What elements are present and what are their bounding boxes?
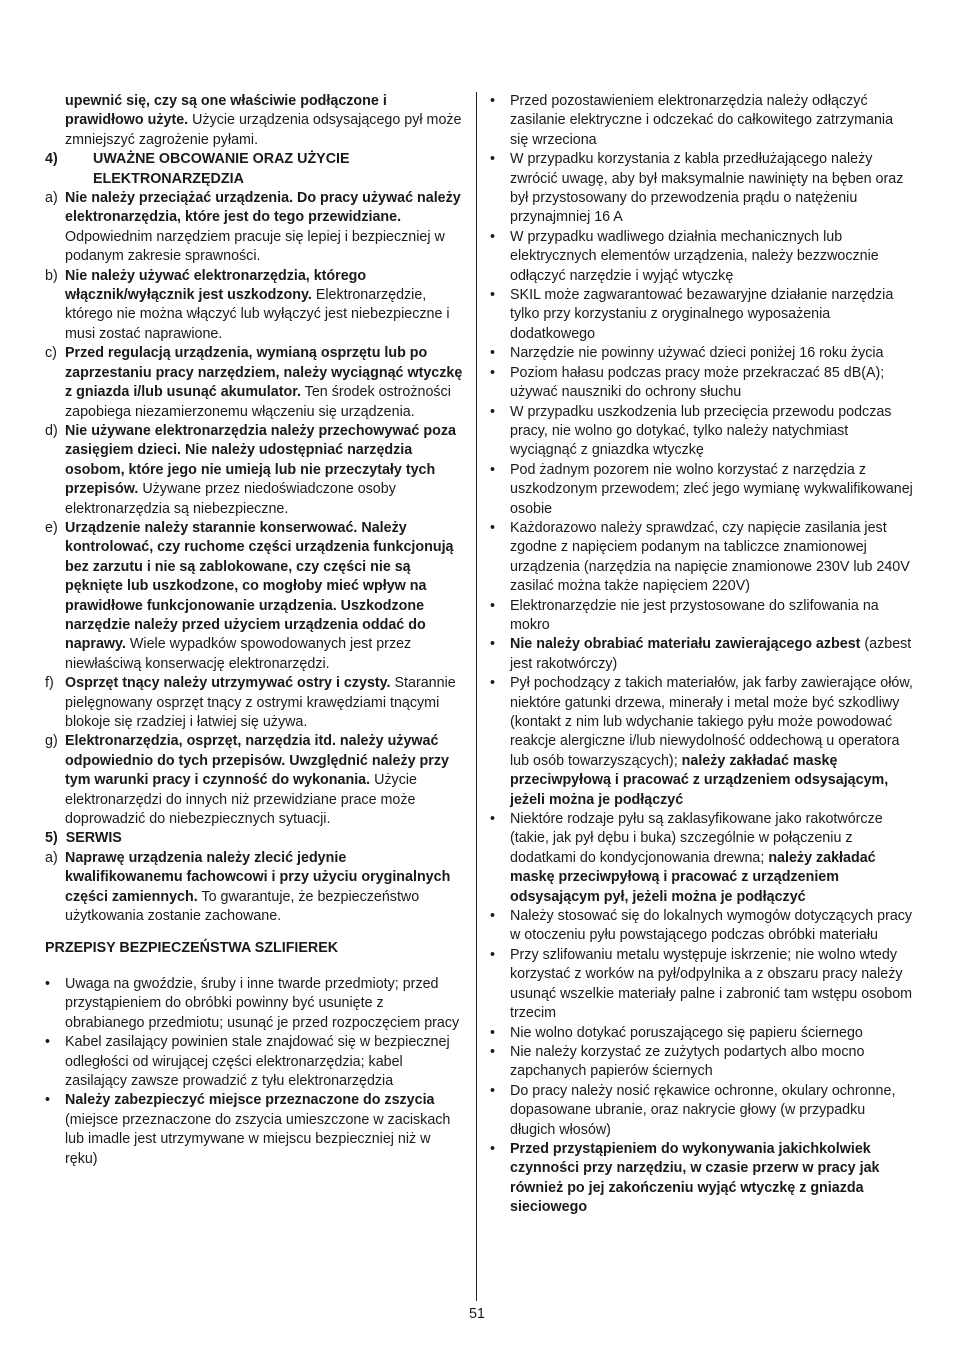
bullet-text: Przy szlifowaniu metalu występuje iskrzenie; nie wolno wtedy korzystać z worków na pył/odpylnika a z obszaru pracy należy usunąć wszelkie materiały palne i zabronić tam wstępu osobom trzecim xyxy=(510,946,913,1022)
bullet-bold-text: Przed przystąpieniem do wykonywania jakichkolwiek czynności przy narzędziu, w czasie przerw w pracy jak również po jej zakończeniu wyjąć wtyczkę z gniazda sieciowego xyxy=(510,1140,880,1216)
bullet-item xyxy=(45,1033,463,1091)
bullet-bold-text: należy zakładać maskę przeciwpyłową i pracować z urządzeniem odsysającym pył, jeżeli można je podłączyć xyxy=(510,849,876,905)
item-label: b) xyxy=(45,267,58,284)
bullet-icon: • xyxy=(490,151,496,168)
item-text: Użycie elektronarzędzi do innych niż przewidziane prace może doprowadzić do niebezpiecznych sytuacji. xyxy=(65,772,417,828)
right-bullet-list xyxy=(490,92,913,1218)
item-label: d) xyxy=(45,422,58,439)
item-bold-text: Naprawę urządzenia należy zlecić jedynie kwalifikowanemu fachowcowi i przy użyciu oryginalnych części zamiennych. xyxy=(65,849,451,905)
item-bold-text: Przed regulacją urządzenia, wymianą osprzętu lub po zaprzestaniu pracy narzędziem, należy wyciągnąć wtyczkę z gniazda i/lub usunąć akumulator. xyxy=(65,345,463,401)
section-4-title: UWAŻNE OBCOWANIE ORAZ UŻYCIE ELEKTRONARZĘDZIA xyxy=(93,151,350,187)
bullet-icon: • xyxy=(45,975,51,992)
bullet-item xyxy=(490,1082,913,1140)
bullet-text: Narzędzie nie powinny używać dzieci poniżej 16 roku życia xyxy=(510,345,884,362)
bullet-text: Kabel zasilający powinien stale znajdować się w bezpiecznej odległości od wirującej części elektronarzędzia; kabel zasilający zawsze prowadzić z tyłu elektronarzędzia xyxy=(65,1034,450,1089)
bullet-item xyxy=(490,364,913,403)
bullet-icon: • xyxy=(490,1024,496,1041)
bullet-text: W przypadku uszkodzenia lub przecięcia przewodu podczas pracy, nie wolno go dotykać, tylko należy natychmiast wyciągnąć z gniazdka wtyczkę xyxy=(510,403,892,459)
item-text: Używane przez niedoświadczone osoby elektronarzędzia są niebezpieczne. xyxy=(65,481,396,517)
item-text: Wiele wypadków spowodowanych jest przez niewłaściwą konserwację elektronarzędzi. xyxy=(65,636,412,672)
lettered-item xyxy=(45,519,463,674)
bullet-text: SKIL może zagwarantować bezawaryjne działanie narzędzia tylko przy korzystaniu z oryginalnego wyposażenia dodatkowego xyxy=(510,287,894,342)
left-column xyxy=(45,92,463,1169)
bullet-text: Nie wolno dotykać poruszającego się papieru ściernego xyxy=(510,1024,863,1041)
bullet-item xyxy=(490,810,913,907)
intro-paragraph xyxy=(45,92,463,150)
bullet-icon: • xyxy=(490,519,496,536)
page-number: 51 xyxy=(469,1306,485,1322)
bullet-icon: • xyxy=(490,946,496,963)
lettered-item xyxy=(45,189,463,267)
bullet-item xyxy=(490,461,913,519)
bullet-text: Należy stosować się do lokalnych wymogów dotyczących pracy w otoczeniu pyłu powstającego podczas obróbki materiału xyxy=(510,908,913,944)
section-5-title: SERWIS xyxy=(65,830,122,847)
bullet-icon: • xyxy=(490,908,496,925)
bullet-text: Do pracy należy nosić rękawice ochronne, okulary ochronne, dopasowane ubranie, oraz nakrycie głowy (w przypadku długich włosów) xyxy=(510,1082,896,1138)
bullet-text: Poziom hałasu podczas pracy może przekraczać 85 dB(A); używać nauszniki do ochrony słuchu xyxy=(510,364,885,401)
bullet-item xyxy=(490,403,913,461)
grinder-safety-list xyxy=(45,975,463,1169)
bullet-icon: • xyxy=(490,1043,496,1060)
item-text: Starannie pielęgnowany osprzęt tnący z ostrymi krawędziami tnącymi blokoje się rzadziej i łatwiej się używa. xyxy=(65,675,456,731)
section-5-list xyxy=(45,849,463,927)
bullet-item xyxy=(490,597,913,636)
lettered-item xyxy=(45,732,463,829)
bullet-icon: • xyxy=(490,364,496,381)
bullet-text: Niektóre rodzaje pyłu są zaklasyfikowane jako rakotwórcze (takie, jak pył dębu i buka) szczególnie w połączeniu z dodatkami do kondycjonowania drewna; xyxy=(510,811,883,866)
item-bold-text: Nie należy przeciążać urządzenia. Do pracy używać należy elektronarzędzia, które jest do tego przewidziane. xyxy=(65,190,461,226)
bullet-bold-text: Należy zabezpieczyć miejsce przeznaczone do zszycia xyxy=(65,1092,435,1109)
bullet-text: Pył pochodzący z takich materiałów, jak farby zawierające ołów, niektóre gatunki drzewa, minerały i metal może być szkodliwy (kontakt z nim lub wdychanie takiego pyłu może powodować reakcje alergiczne i/lub niewydolność oddechową u operatora lub osób towarzyszących); xyxy=(510,675,913,769)
right-column xyxy=(490,92,913,1218)
section-4-heading xyxy=(45,150,463,189)
bullet-icon: • xyxy=(490,345,496,362)
bullet-text: Uwaga na gwoździe, śruby i inne twarde przedmioty; przed przystąpieniem do obróbki powinny być usunięte z obrabianego przedmiotu; usunąć je przed rozpoczęciem pracy xyxy=(65,975,460,1031)
bullet-text: Przed pozostawieniem elektronarzędzia należy odłączyć zasilanie elektryczne i odczekać do całkowitego zatrzymania się wrzeciona xyxy=(510,93,894,148)
intro-text: Użycie urządzenia odsysającego pył może zmniejszyć zagrożenie pyłami. xyxy=(65,112,462,148)
item-text: Elektronarzędzie, którego nie można włączyć lub wyłączyć jest niebezpieczne i musi zostać naprawione. xyxy=(65,287,450,342)
bullet-icon: • xyxy=(490,811,496,828)
bullet-icon: • xyxy=(490,403,496,420)
section-5-number: 5) xyxy=(45,830,58,847)
bullet-icon: • xyxy=(490,93,496,109)
section-5-heading xyxy=(45,829,463,848)
bullet-icon: • xyxy=(45,1034,51,1051)
item-bold-text: Nie należy używać elektronarzędzia, którego włącznik/wyłącznik jest uszkodzony. xyxy=(65,267,367,304)
bullet-text: (azbest jest rakotwórczy) xyxy=(510,636,912,672)
lettered-item xyxy=(45,849,463,927)
item-text: Ten środek ostrożności zapobiega niezamierzonemu włączeniu się urządzenia. xyxy=(65,384,451,420)
item-label: c) xyxy=(45,345,57,362)
grinder-safety-heading: PRZEPISY BEZPIECZEŃSTWA SZLIFIEREK xyxy=(45,940,339,957)
bullet-item xyxy=(490,635,913,674)
bullet-item xyxy=(490,907,913,946)
bullet-bold-text: należy zakładać maskę przeciwpyłową i pracować z urządzeniem odsysającym, jeżeli można je podłączyć xyxy=(510,752,889,808)
bullet-item xyxy=(490,286,913,344)
bullet-item xyxy=(490,344,913,363)
intro-bold: upewnić się, czy są one właściwie podłączone i prawidłowo użyte. xyxy=(65,93,387,129)
item-label: e) xyxy=(45,519,58,536)
bullet-bold-text: Nie należy obrabiać materiału zawierającego azbest xyxy=(510,636,861,653)
bullet-item xyxy=(45,975,463,1033)
bullet-text: W przypadku wadliwego działnia mechanicznych lub elektrycznych elementów urządzenia, należy bezzwocznie odłączyć narzędzie i wyjąć wtyczkę xyxy=(510,228,879,284)
section-4-number: 4) xyxy=(45,151,58,168)
bullet-icon: • xyxy=(45,1092,51,1109)
bullet-text: Nie należy korzystać ze zużytych podartych albo mocno zapchanych papierów ściernych xyxy=(510,1043,865,1080)
item-label: g) xyxy=(45,733,58,750)
bullet-icon: • xyxy=(490,287,496,304)
bullet-item xyxy=(490,519,913,597)
lettered-item xyxy=(45,674,463,732)
bullet-icon: • xyxy=(490,636,496,653)
bullet-item xyxy=(490,674,913,810)
bullet-text: Każdorazowo należy sprawdzać, czy napięcie zasilania jest zgodne z napięciem podanym na tabliczce znamionowej urządzenia (narzędzia na napięcie znamionowe 230V lub 240V zasilać można także napięciem 220V) xyxy=(510,519,910,595)
item-label: a) xyxy=(45,849,58,866)
bullet-icon: • xyxy=(490,675,496,692)
column-divider xyxy=(476,92,477,1301)
item-text: To gwarantuje, że bezpieczeństwo użytkowania zostanie zachowane. xyxy=(65,888,420,925)
bullet-item xyxy=(45,1091,463,1169)
bullet-icon: • xyxy=(490,597,496,614)
bullet-text: Elektronarzędzie nie jest przystosowane do szlifowania na mokro xyxy=(510,597,879,633)
lettered-item xyxy=(45,267,463,345)
bullet-item xyxy=(490,150,913,228)
bullet-icon: • xyxy=(490,1140,496,1157)
item-bold-text: Urządzenie należy starannie konserwować. Należy kontrolować, czy ruchome części urządzenia funkcjonują bez zarzutu i nie są zablokowane, czy części nie są pęknięte lub uszkodzone, co mogłoby mieć wpływ na prawidłowe funkcjonowanie urządzenia. Uszkodzone narzędzie należy przed użyciem urządzenia oddać do naprawy. xyxy=(65,519,454,653)
bullet-icon: • xyxy=(490,228,496,245)
item-label: a) xyxy=(45,190,58,207)
lettered-item xyxy=(45,422,463,519)
bullet-item xyxy=(490,92,913,150)
item-bold-text: Nie używane elektronarzędzia należy przechowywać poza zasięgiem dzieci. Nie należy udostępniać narzędzia osobom, które jego nie umieją lub nie przeczytały tych przepisów. xyxy=(65,422,456,498)
item-text: Odpowiednim narzędziem pracuje się lepiej i bezpieczniej w podanym zakresie sprawności. xyxy=(65,228,445,265)
bullet-item xyxy=(490,1024,913,1043)
item-bold-text: Elektronarzędzia, osprzęt, narzędzia itd. należy używać odpowiednio do tych przepisów. Uwzględnić należy przy tym warunki pracy i czynność do wykonania. xyxy=(65,733,449,789)
bullet-item xyxy=(490,1140,913,1218)
bullet-text: Pod żadnym pozorem nie wolno korzystać z narzędzia z uszkodzonym przewodem; zleć jego wymianę wykwalifikowanej osobie xyxy=(510,461,913,517)
bullet-item xyxy=(490,228,913,286)
section-4-list xyxy=(45,189,463,829)
lettered-item xyxy=(45,344,463,422)
bullet-icon: • xyxy=(490,1082,496,1099)
item-bold-text: Osprzęt tnący należy utrzymywać ostry i czysty. xyxy=(65,675,391,692)
bullet-item xyxy=(490,1043,913,1082)
item-label: f) xyxy=(45,675,54,692)
bullet-item xyxy=(490,946,913,1024)
bullet-text: W przypadku korzystania z kabla przedłużającego należy zwrócić uwagę, aby był maksymalnie nawinięty na bęben oraz był przystosowany do przewodzenia prądu o natężeniu przynajmniej 16 A xyxy=(510,151,904,226)
bullet-icon: • xyxy=(490,461,496,478)
bullet-text: (miejsce przeznaczone do zszycia umieszczone w zaciskach lub imadle jest utrzymywane w miejscu bezpieczniej niż w ręku) xyxy=(65,1111,451,1167)
